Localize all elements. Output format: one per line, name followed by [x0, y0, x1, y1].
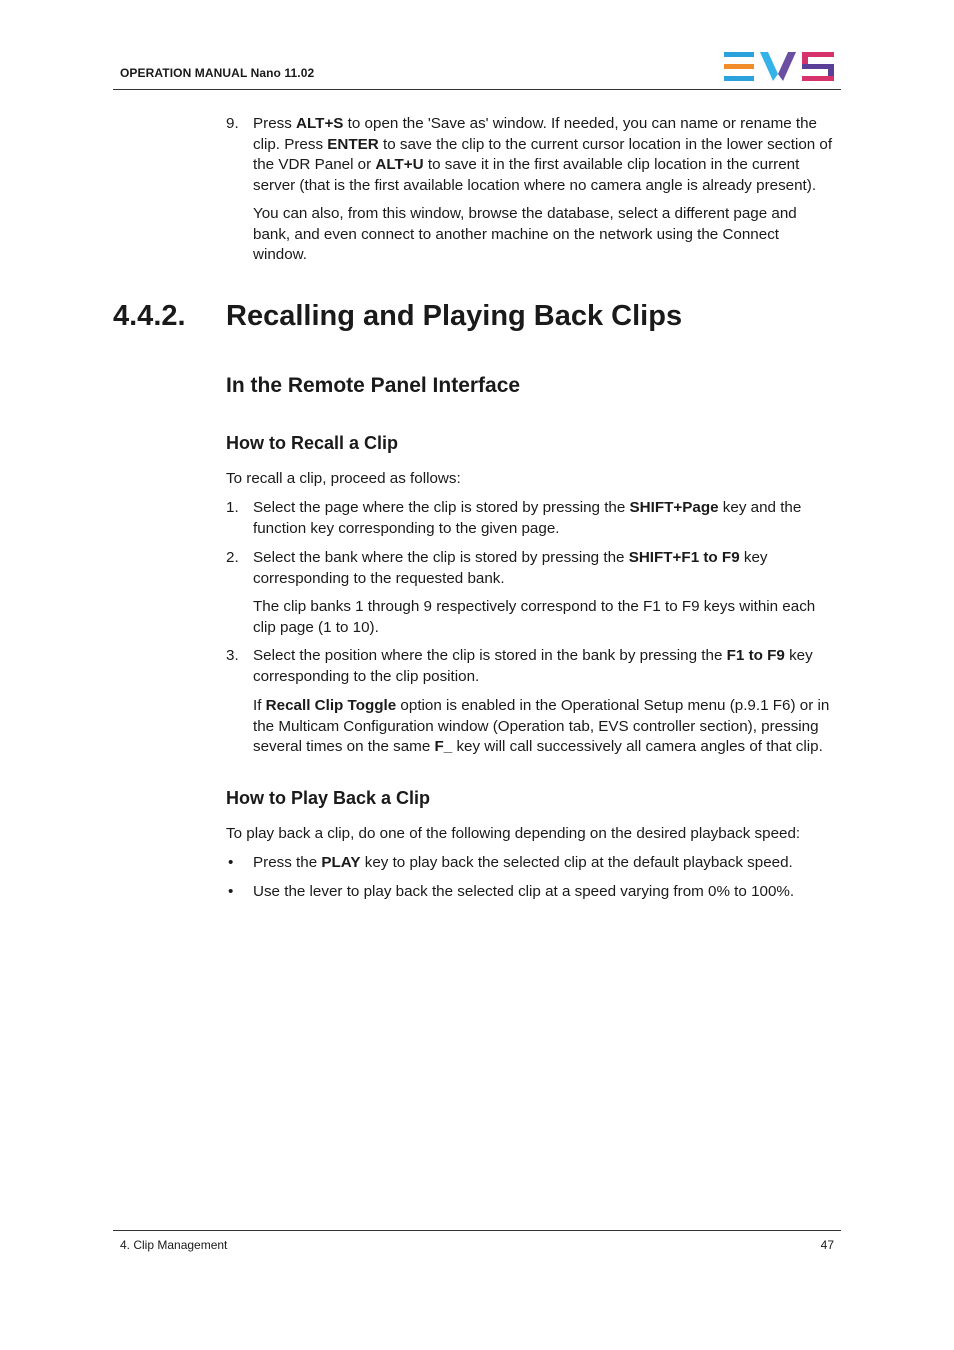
recall-step-2: Select the bank where the clip is stored by pressing the SHIFT+F1 to F9 key corresponding to the requested bank. — [253, 549, 768, 587]
page-number: 47 — [820, 1238, 834, 1252]
logo-letter-v — [760, 52, 796, 81]
playback-intro: To play back a clip, do one of the following depending on the desired playback speed: — [226, 825, 801, 842]
step-number: 9. — [226, 115, 239, 132]
recall-step-1: Select the page where the clip is stored by pressing the SHIFT+Page key and the function key corresponding to the given page. — [253, 499, 802, 537]
footer-chapter: 4. Clip Management — [120, 1238, 228, 1252]
step-number: 2. — [226, 549, 239, 566]
playback-bullet-1: Press the PLAY key to play back the selected clip at the default playback speed. — [253, 854, 793, 871]
step-9-text: Press ALT+S to open the 'Save as' window. If needed, you can name or rename the clip. Press ENTER to save the clip to the current cursor location in the lower section of the VDR Panel or ALT+U to save it in the first available clip location in the current server (that is the first available location where no camera angle is already present). — [253, 115, 833, 194]
header-divider — [113, 89, 841, 90]
recall-step-2-note: The clip banks 1 through 9 respectively correspond to the F1 to F9 keys within each clip page (1 to 10). — [253, 598, 816, 636]
subsection-title: In the Remote Panel Interface — [226, 374, 521, 397]
bullet-marker: • — [228, 883, 234, 900]
recall-intro: To recall a clip, proceed as follows: — [226, 470, 461, 487]
logo-letter-e — [724, 52, 754, 81]
bullet-marker: • — [228, 854, 234, 871]
step-number: 3. — [226, 647, 239, 664]
header-title: OPERATION MANUAL Nano 11.02 — [120, 66, 315, 80]
recall-step-3: Select the position where the clip is stored in the bank by pressing the F1 to F9 key corresponding to the clip position. — [253, 647, 813, 685]
playback-heading: How to Play Back a Clip — [226, 788, 431, 808]
recall-step-3-note: If Recall Clip Toggle option is enabled in the Operational Setup menu (p.9.1 F6) or in the Multicam Configuration window (Operation tab, EVS controller section), pressing several times on the same F_ key will call successively all camera angles of that clip. — [253, 697, 830, 755]
logo-letter-s — [802, 52, 834, 81]
section-title: Recalling and Playing Back Clips — [226, 300, 683, 332]
footer-divider — [113, 1230, 841, 1231]
playback-bullet-2: Use the lever to play back the selected clip at a speed varying from 0% to 100%. — [253, 883, 795, 900]
evs-logo — [724, 52, 836, 82]
step-9-note: You can also, from this window, browse the database, select a different page and bank, and even connect to another machine on the network using the Connect window. — [253, 205, 797, 263]
section-number: 4.4.2. — [113, 300, 186, 332]
step-number: 1. — [226, 499, 239, 516]
recall-heading: How to Recall a Clip — [226, 433, 399, 453]
